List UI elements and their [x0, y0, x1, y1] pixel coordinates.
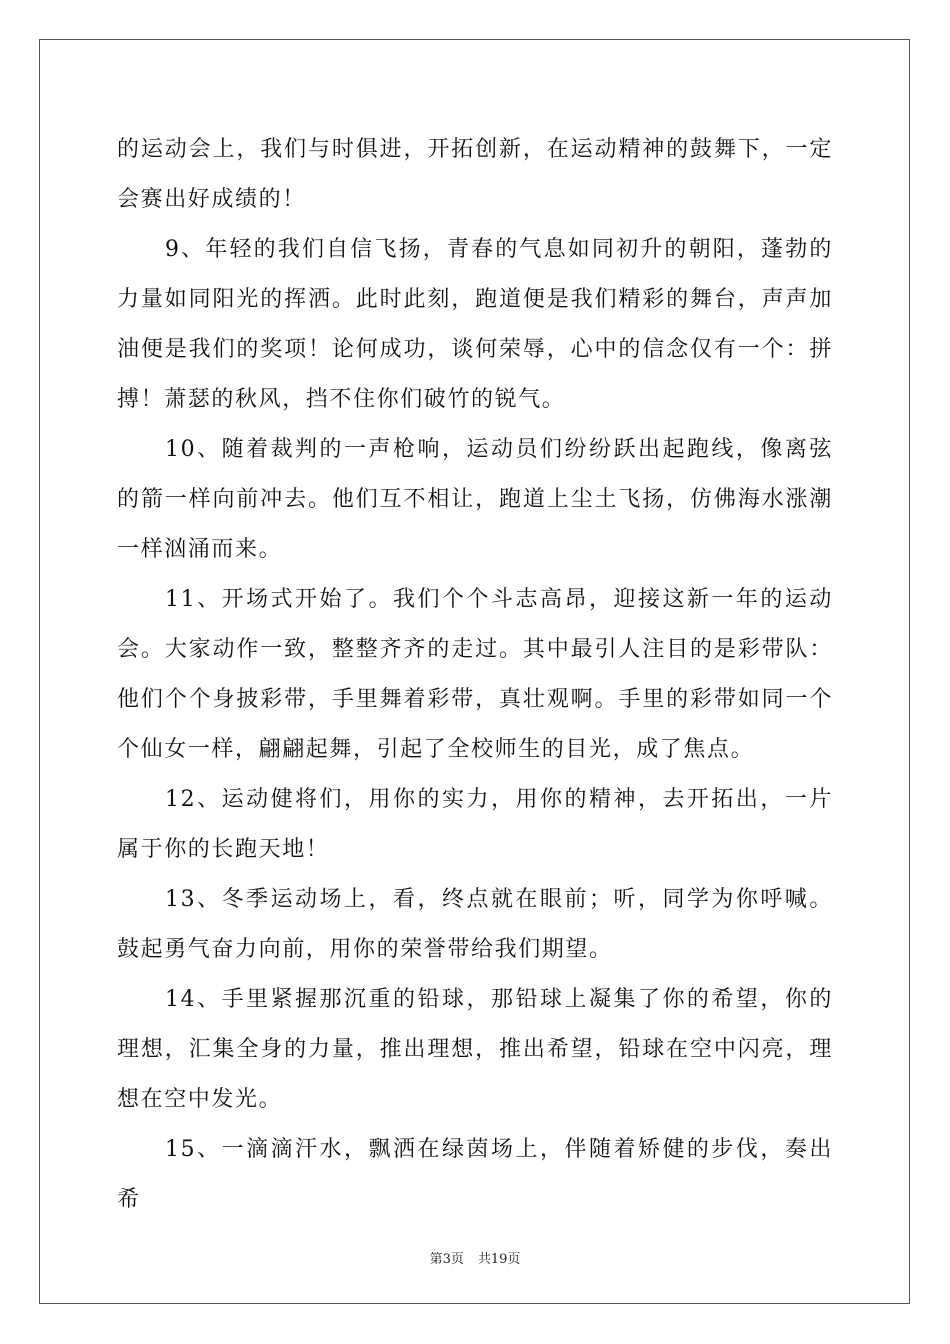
paragraph-item-10: 10、随着裁判的一声枪响，运动员们纷纷跃出起跑线，像离弦的箭一样向前冲去。他们互不相让，跑道上尘土飞扬，仿佛海水涨潮一样汹涌而来。	[117, 437, 833, 562]
paragraph-item-13: 13、冬季运动场上，看，终点就在眼前；听，同学为你呼喊。鼓起勇气奋力向前，用你的荣誉带给我们期望。	[117, 887, 833, 962]
document-body	[117, 125, 833, 1225]
page-footer	[0, 1248, 950, 1267]
paragraph-item-12: 12、运动健将们，用你的实力，用你的精神，去开拓出，一片属于你的长跑天地！	[117, 787, 833, 862]
paragraph-item-15: 15、一滴滴汗水，飘洒在绿茵场上，伴随着矫健的步伐，奏出希	[117, 1137, 833, 1212]
page-total: 共19页	[477, 1252, 521, 1267]
paragraph-item-9: 9、年轻的我们自信飞扬，青春的气息如同初升的朝阳，蓬勃的力量如同阳光的挥洒。此时此刻，跑道便是我们精彩的舞台，声声加油便是我们的奖项！论何成功，谈何荣辱，心中的信念仅有一个：拼搏！萧瑟的秋风，挡不住你们破竹的锐气。	[117, 237, 833, 412]
paragraph-item-14: 14、手里紧握那沉重的铅球，那铅球上凝集了你的希望，你的理想，汇集全身的力量，推出理想，推出希望，铅球在空中闪亮，理想在空中发光。	[117, 987, 833, 1112]
page-number: 第3页	[429, 1252, 464, 1267]
paragraph-item-11: 11、开场式开始了。我们个个斗志高昂，迎接这新一年的运动会。大家动作一致，整整齐齐的走过。其中最引人注目的是彩带队：他们个个身披彩带，手里舞着彩带，真壮观啊。手里的彩带如同一个个仙女一样，翩翩起舞，引起了全校师生的目光，成了焦点。	[117, 587, 833, 762]
paragraph-continuation: 的运动会上，我们与时俱进，开拓创新，在运动精神的鼓舞下，一定会赛出好成绩的！	[117, 137, 833, 212]
